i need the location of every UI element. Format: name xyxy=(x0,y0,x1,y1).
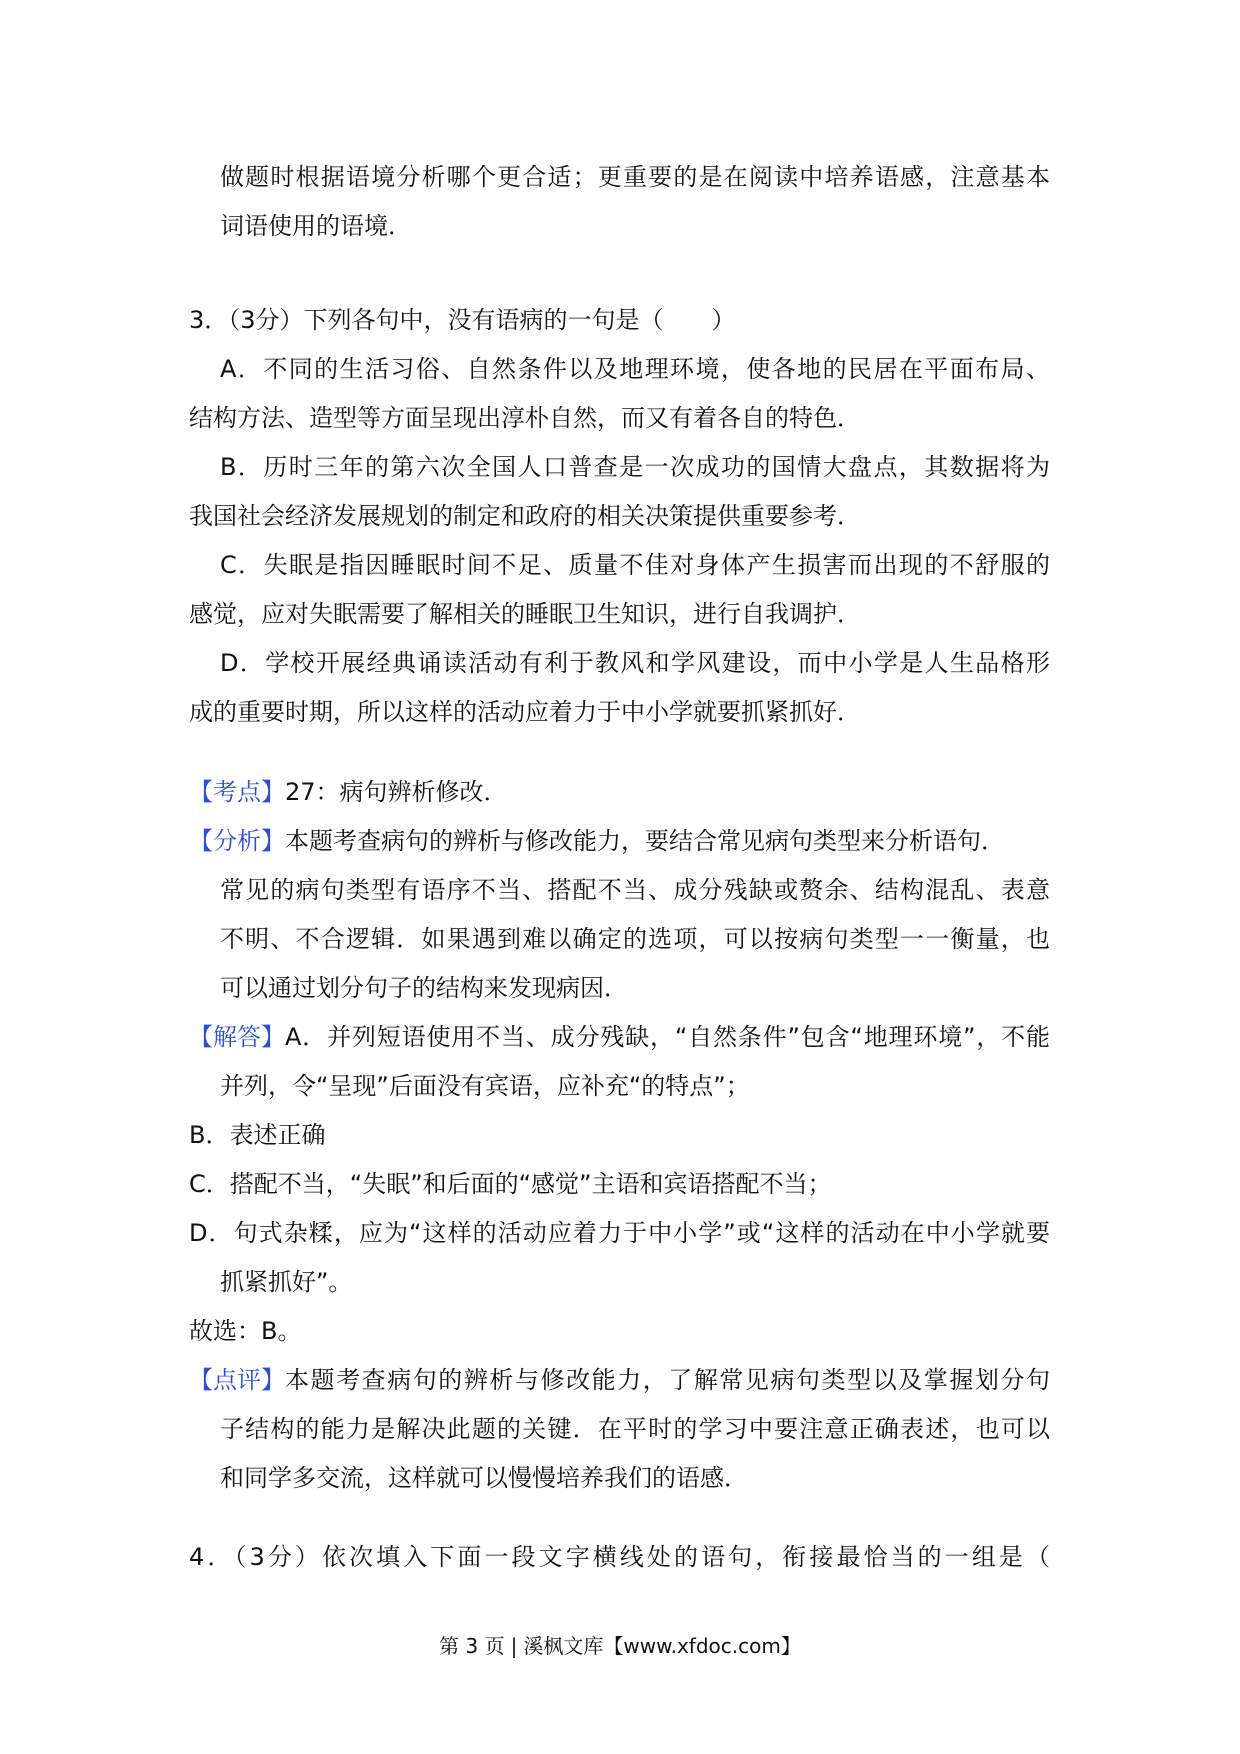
kaodian-text: 27：病句辨析修改． xyxy=(285,778,508,806)
prev-tip-line-2: 词语使用的语境． xyxy=(220,212,412,240)
jieda-line-6: 抓紧抓好”。 xyxy=(220,1268,353,1296)
jieda-line-1: A．并列短语使用不当、成分残缺，“自然条件”包含“地理环境”，不能 xyxy=(285,1023,1050,1051)
fenxi-tag: 【分析】 xyxy=(189,827,285,855)
jieda-line-4: C．搭配不当，“失眠”和后面的“感觉”主语和宾语搭配不当； xyxy=(189,1170,832,1198)
fenxi-row xyxy=(189,825,1005,857)
option-d-line-1: D．学校开展经典诵读活动有利于教风和学风建设，而中小学是人生品格形 xyxy=(220,649,1050,677)
prev-tip-line-1: 做题时根据语境分析哪个更合适；更重要的是在阅读中培养语感，注意基本 xyxy=(220,163,1050,191)
jieda-line-5: D．句式杂糅，应为“这样的活动应着力于中小学”或“这样的活动在中小学就要 xyxy=(189,1219,1050,1247)
kaodian-tag: 【考点】 xyxy=(189,778,285,806)
fenxi-line-3: 不明、不合逻辑．如果遇到难以确定的选项，可以按病句类型一一衡量，也 xyxy=(220,925,1050,953)
footer-site-link[interactable]: 溪枫文库【www.xfdoc.com】 xyxy=(523,1634,801,1658)
fenxi-line-1: 本题考查病句的辨析与修改能力，要结合常见病句类型来分析语句． xyxy=(285,827,1005,855)
dianping-line-1: 本题考查病句的辨析与修改能力，了解常见病句类型以及掌握划分句 xyxy=(285,1366,1050,1394)
dianping-line-3: 和同学多交流，这样就可以慢慢培养我们的语感． xyxy=(220,1464,748,1492)
footer-separator: | xyxy=(510,1634,518,1658)
dianping-row xyxy=(189,1364,1050,1396)
answer-choice: 故选：B。 xyxy=(189,1317,302,1345)
jieda-line-3: B．表述正确 xyxy=(189,1121,326,1149)
footer-page-number: 第 3 页 xyxy=(439,1634,505,1658)
option-b-line-1: B．历时三年的第六次全国人口普查是一次成功的国情大盘点，其数据将为 xyxy=(220,453,1050,481)
option-a-line-2: 结构方法、造型等方面呈现出淳朴自然，而又有着各自的特色． xyxy=(189,404,861,432)
option-c-line-1: C．失眠是指因睡眠时间不足、质量不佳对身体产生损害而出现的不舒服的 xyxy=(220,551,1050,579)
dianping-tag: 【点评】 xyxy=(189,1366,285,1394)
jieda-row xyxy=(189,1021,1050,1053)
option-d-line-2: 成的重要时期，所以这样的活动应着力于中小学就要抓紧抓好． xyxy=(189,698,861,726)
jieda-tag: 【解答】 xyxy=(189,1023,285,1051)
option-c-line-2: 感觉，应对失眠需要了解相关的睡眠卫生知识，进行自我调护． xyxy=(189,600,861,628)
fenxi-line-2: 常见的病句类型有语序不当、搭配不当、成分残缺或赘余、结构混乱、表意 xyxy=(220,876,1050,904)
question-4-stem: 4．（3分）依次填入下面一段文字横线处的语句，衔接最恰当的一组是（ xyxy=(189,1543,1050,1571)
dianping-line-2: 子结构的能力是解决此题的关键．在平时的学习中要注意正确表述，也可以 xyxy=(220,1415,1050,1443)
kaodian-row xyxy=(189,776,508,808)
fenxi-line-4: 可以通过划分句子的结构来发现病因． xyxy=(220,974,628,1002)
jieda-line-2: 并列，令“呈现”后面没有宾语，应补充“的特点”； xyxy=(220,1072,750,1100)
page-footer xyxy=(0,1632,1240,1660)
option-b-line-2: 我国社会经济发展规划的制定和政府的相关决策提供重要参考． xyxy=(189,502,861,530)
option-a-line-1: A．不同的生活习俗、自然条件以及地理环境，使各地的民居在平面布局、 xyxy=(220,355,1050,383)
question-3-stem: 3．（3分）下列各句中，没有语病的一句是（ ） xyxy=(189,306,736,334)
